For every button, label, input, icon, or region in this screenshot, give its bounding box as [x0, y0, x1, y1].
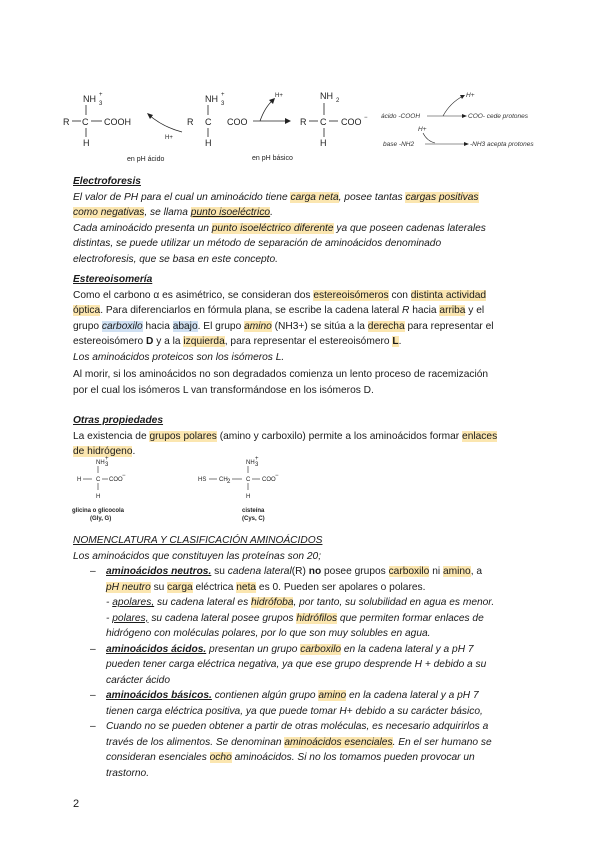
- svg-text:COOH: COOH: [104, 117, 131, 127]
- svg-text:C: C: [205, 117, 212, 127]
- svg-text:(Gly, G): (Gly, G): [90, 516, 112, 522]
- heading-electroforesis: Electroforesis: [73, 176, 141, 187]
- section-otras-propiedades: [73, 413, 543, 460]
- svg-text:H+: H+: [165, 135, 173, 141]
- svg-text:(Cys, C): (Cys, C): [242, 516, 265, 522]
- svg-text:+: +: [99, 92, 103, 98]
- svg-text:3: 3: [255, 462, 259, 468]
- formula-zwitterion: [187, 92, 248, 148]
- svg-text:cisteína: cisteína: [242, 508, 265, 514]
- svg-text:H: H: [77, 477, 82, 483]
- heading-nomenclatura: NOMENCLATURA Y CLASIFICACIÓN AMINOÁCIDOS: [73, 535, 323, 546]
- svg-text:−: −: [364, 115, 368, 121]
- svg-text:C: C: [320, 117, 327, 127]
- glycine-structure: [72, 456, 126, 522]
- svg-text:C: C: [96, 477, 101, 483]
- dash-marker: –: [90, 643, 96, 655]
- otras-line-1: La existencia de grupos polares (amino y carboxilo) permite a los aminoácidos formar enlaces: [73, 430, 498, 442]
- otras-line-2: de hidrógeno.: [73, 446, 136, 457]
- svg-text:R: R: [187, 117, 194, 127]
- dash-marker: –: [90, 690, 96, 701]
- svg-text:NH: NH: [320, 91, 333, 101]
- cysteine-structure: [198, 456, 279, 522]
- svg-text:C: C: [82, 117, 89, 127]
- electroforesis-line-2: como negativas, se llama punto isoeléctrico.: [73, 207, 273, 218]
- basicos-line-1: aminoácidos básicos. contienen algún grupo amino en la cadena lateral y a pH 7: [106, 690, 479, 701]
- neutros-line-2: pH neutro su carga eléctrica neta es 0. Pueden ser apolares o polares.: [106, 581, 426, 593]
- svg-text:COO: COO: [341, 117, 362, 127]
- electroforesis-line-5: electroforesis, que se basa en este concepto.: [73, 253, 279, 265]
- svg-text:NH: NH: [83, 94, 96, 104]
- svg-text:−: −: [122, 473, 126, 479]
- list-item-neutros: [73, 564, 543, 642]
- estereo-line-3: grupo carboxilo hacia abajo. El grupo amino (NH3+) se sitúa a la derecha para representar el: [73, 320, 494, 332]
- estereo-line-4: estereoisómero D y a la izquierda, para representar el estereoisómero L.: [73, 336, 402, 347]
- racemizacion-line-2: por el cual los isómeros L van transformándose en los isómeros D.: [73, 384, 374, 396]
- svg-text:2: 2: [227, 479, 231, 485]
- svg-text:−: −: [275, 473, 279, 479]
- electroforesis-line-1: El valor de PH para el cual un aminoácido tiene carga neta, posee tantas cargas positivas: [73, 191, 479, 203]
- svg-text:H+: H+: [418, 126, 427, 133]
- svg-text:H: H: [96, 494, 101, 500]
- dash-marker: –: [90, 566, 96, 577]
- acidos-line-3: carácter ácido: [106, 674, 170, 686]
- section-estereoisomeria: [73, 272, 543, 365]
- svg-text:COO: COO: [262, 477, 276, 483]
- svg-text:R: R: [63, 117, 70, 127]
- acidos-line-2: pueden tener carga eléctrica negativa, ya que ese grupo desprende H + debido a su: [106, 659, 487, 670]
- acidos-line-1: aminoácidos ácidos. presentan un grupo carboxilo en la cadena lateral y a pH 7: [106, 643, 474, 655]
- svg-text:NH: NH: [246, 460, 255, 466]
- svg-text:H+: H+: [466, 92, 475, 99]
- section-nomenclatura: [73, 533, 543, 781]
- electroforesis-line-4: distintas, se puede utilizar un método de separación de aminoácidos denominado: [73, 238, 442, 249]
- formula-basic: [300, 91, 368, 148]
- svg-text:CH: CH: [219, 477, 228, 483]
- list-item-acidos: [73, 642, 543, 689]
- dash-marker: –: [90, 721, 96, 732]
- list-item-esenciales: [73, 719, 543, 781]
- svg-text:H+: H+: [275, 93, 283, 99]
- svg-text:R: R: [300, 117, 307, 127]
- svg-text:en pH ácido: en pH ácido: [127, 156, 165, 163]
- svg-text:ácido -COOH: ácido -COOH: [381, 113, 421, 120]
- heading-otras-propiedades: Otras propiedades: [73, 415, 164, 426]
- estereo-line-1: Como el carbono α es asimétrico, se consideran dos estereoisómeros con distinta actividad: [73, 289, 487, 301]
- svg-text:H: H: [83, 138, 90, 148]
- amino-acid-structures: [70, 456, 330, 526]
- neutros-apolares: - apolares, su cadena lateral es hidrófoba, por tanto, su solubilidad en agua es menor.: [106, 597, 495, 608]
- esenciales-line-2: través de los alimentos. Se denominan aminoácidos esenciales. En el ser humano se: [106, 736, 492, 748]
- esenciales-line-3: consideran esenciales ocho aminoácidos. Si no los tomamos pueden provocar un: [106, 752, 475, 763]
- svg-text:glicina o glicocola: glicina o glicocola: [72, 508, 125, 514]
- electroforesis-line-3: Cada aminoácido presenta un punto isoeléctrico diferente ya que poseen cadenas laterales: [73, 222, 486, 234]
- svg-text:base -NH2: base -NH2: [383, 141, 415, 148]
- esenciales-line-4: trastorno.: [106, 767, 150, 779]
- svg-text:2: 2: [336, 98, 340, 104]
- svg-text:3: 3: [99, 101, 103, 107]
- esenciales-line-1: Cuando no se pueden obtener a partir de otras moléculas, es necesario adquirirlos a: [106, 721, 489, 732]
- heading-estereoisomeria: Estereoisomería: [73, 274, 153, 285]
- svg-text:NH: NH: [205, 94, 218, 104]
- nomenclatura-intro: Los aminoácidos que constituyen las proteínas son 20;: [73, 550, 322, 562]
- estereo-line-5: Los aminoácidos proteicos son los isómeros L.: [73, 351, 285, 363]
- svg-text:en pH básico: en pH básico: [252, 155, 293, 162]
- ionization-figure: [55, 85, 555, 170]
- svg-text:+: +: [221, 92, 225, 98]
- svg-text:COO: COO: [227, 117, 248, 127]
- svg-text:COO- cede protones: COO- cede protones: [468, 113, 528, 120]
- basicos-line-2: tienen carga eléctrica positiva, ya que puede tomar H+ debido a su carácter básico,: [106, 705, 483, 717]
- formula-acidic: [63, 92, 131, 148]
- neutros-polares: - polares, su cadena lateral posee grupos hidrófilos que permiten formar enlaces de: [106, 612, 484, 624]
- list-item-basicos: [73, 688, 543, 719]
- svg-text:COO: COO: [109, 477, 123, 483]
- svg-text:3: 3: [105, 462, 109, 468]
- svg-text:H: H: [320, 138, 327, 148]
- neutros-line-1: aminoácidos neutros. su cadena lateral(R) no posee grupos carboxilo ni amino, a: [106, 566, 483, 577]
- svg-text:C: C: [246, 477, 251, 483]
- estereo-line-2: óptica. Para diferenciarlos en fórmula plana, se escribe la cadena lateral R hacia arriba y el: [73, 305, 485, 316]
- svg-text:H: H: [246, 494, 251, 500]
- paragraph-racemizacion: [73, 367, 543, 398]
- svg-text:-NH3 acepta protones: -NH3 acepta protones: [470, 141, 534, 148]
- section-electroforesis: [73, 174, 543, 267]
- neutros-polares-line-2: hidrógeno con moléculas polares, por lo que son muy solubles en agua.: [106, 628, 431, 639]
- svg-text:+: +: [105, 456, 109, 462]
- acid-base-scheme: [381, 92, 534, 148]
- svg-text:NH: NH: [96, 460, 105, 466]
- svg-text:H: H: [205, 138, 212, 148]
- svg-text:+: +: [255, 456, 259, 462]
- page-number: 2: [73, 798, 80, 810]
- svg-text:3: 3: [221, 101, 225, 107]
- racemizacion-line-1: Al morir, si los aminoácidos no son degradados comienza un lento proceso de racemización: [73, 369, 489, 380]
- svg-text:HS: HS: [198, 477, 207, 483]
